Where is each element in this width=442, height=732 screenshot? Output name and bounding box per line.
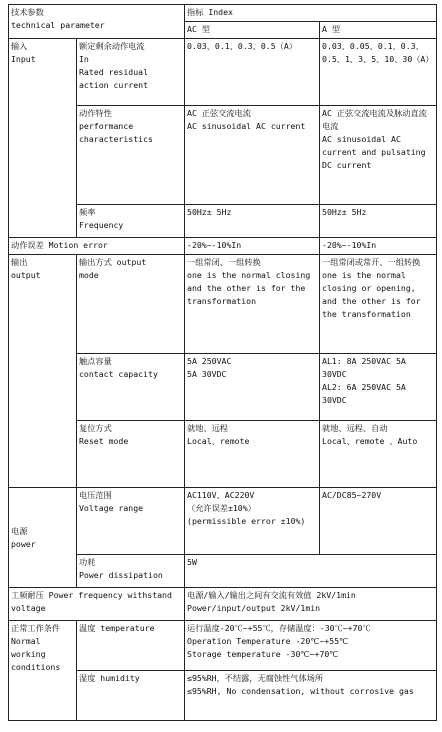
frequency-a: 50Hz± 5Hz [320,205,437,238]
power-dissipation-label: 功耗 Power dissipation [77,555,185,588]
input-group-cell: 输入 Input [9,39,77,238]
performance-ac: AC 正弦交流电流 AC sinusoidal AC current [185,106,320,205]
ac-type-header: AC 型 [185,22,320,39]
temperature-row [9,621,437,671]
output-mode-row [9,255,437,354]
a-type-header: A 型 [320,22,437,39]
voltage-range-a: AC/DC85~270V [320,488,437,555]
rated-residual-label: 额定剩余动作电流 In Rated residual action current [77,39,185,106]
output-mode-a: 一组常闭或常开、一组转换 one is the normal closing or opening, and the other is for the transformation [320,255,437,354]
voltage-range-label: 电压范围 Voltage range [77,488,185,555]
voltage-range-ac: AC110V、AC220V （允许误差±10%） (permissible error ±10%) [185,488,320,555]
rated-residual-row [9,39,437,106]
power-group-cell: 电源 power [9,488,77,588]
frequency-label: 频率 Frequency [77,205,185,238]
performance-label: 动作特性 performance characteristics [77,106,185,205]
humidity-value: ≤95%RH，不结露，无腐蚀性气体场所 ≤95%RH, No condensation, without corrosive gas [185,671,437,721]
output-mode-ac: 一组常闭、一组转换 one is the normal closing and the other is for the transformation [185,255,320,354]
index-header-cell: 指标 Index [185,5,437,22]
humidity-label: 湿度 humidity [77,671,185,721]
motion-error-label: 动作误差 Motion error [9,238,185,255]
header-row [9,5,437,22]
param-header-cell: 技术参数 technical parameter [9,5,185,39]
reset-mode-ac: 就地、远程 Local、remote [185,421,320,488]
withstand-voltage-label: 工频耐压 Power frequency withstand voltage [9,588,185,621]
frequency-ac: 50Hz± 5Hz [185,205,320,238]
conditions-group-cell: 正常工作条件 Normal working conditions [9,621,77,721]
withstand-voltage-value: 电源/输入/输出之间有交流有效值 2kV/1min Power/input/output 2kV/1min [185,588,437,621]
contact-capacity-ac: 5A 250VAC 5A 30VDC [185,354,320,421]
spec-table [8,4,437,721]
rated-residual-ac: 0.03、0.1、0.3、0.5（A） [185,39,320,106]
temperature-label: 温度 temperature [77,621,185,671]
temperature-value: 运行温度-20℃~+55℃，存储温度：-30℃~+70℃ Operation Temperature -20℃~+55℃ Storage temperature -30℃~+70℃ [185,621,437,671]
spec-sheet [8,4,436,721]
reset-mode-label: 复位方式 Reset mode [77,421,185,488]
contact-capacity-a: AL1: 8A 250VAC 5A 30VDC AL2: 6A 250VAC 5A 30VDC [320,354,437,421]
withstand-voltage-row [9,588,437,621]
rated-residual-a: 0.03、0.05、0.1、0.3、0.5、1、3、5、10、30（A） [320,39,437,106]
output-group-cell: 输出 output [9,255,77,488]
performance-a: AC 正弦交流电流及脉动直流电流 AC sinusoidal AC current and pulsating DC current [320,106,437,205]
motion-error-row [9,238,437,255]
output-mode-label: 输出方式 output mode [77,255,185,354]
contact-capacity-label: 触点容量 contact capacity [77,354,185,421]
power-dissipation-value: 5W [185,555,437,588]
voltage-range-row [9,488,437,555]
motion-error-a: -20%~-10%In [320,238,437,255]
motion-error-ac: -20%~-10%In [185,238,320,255]
reset-mode-a: 就地、远程、自动 Local、remote 、Auto [320,421,437,488]
